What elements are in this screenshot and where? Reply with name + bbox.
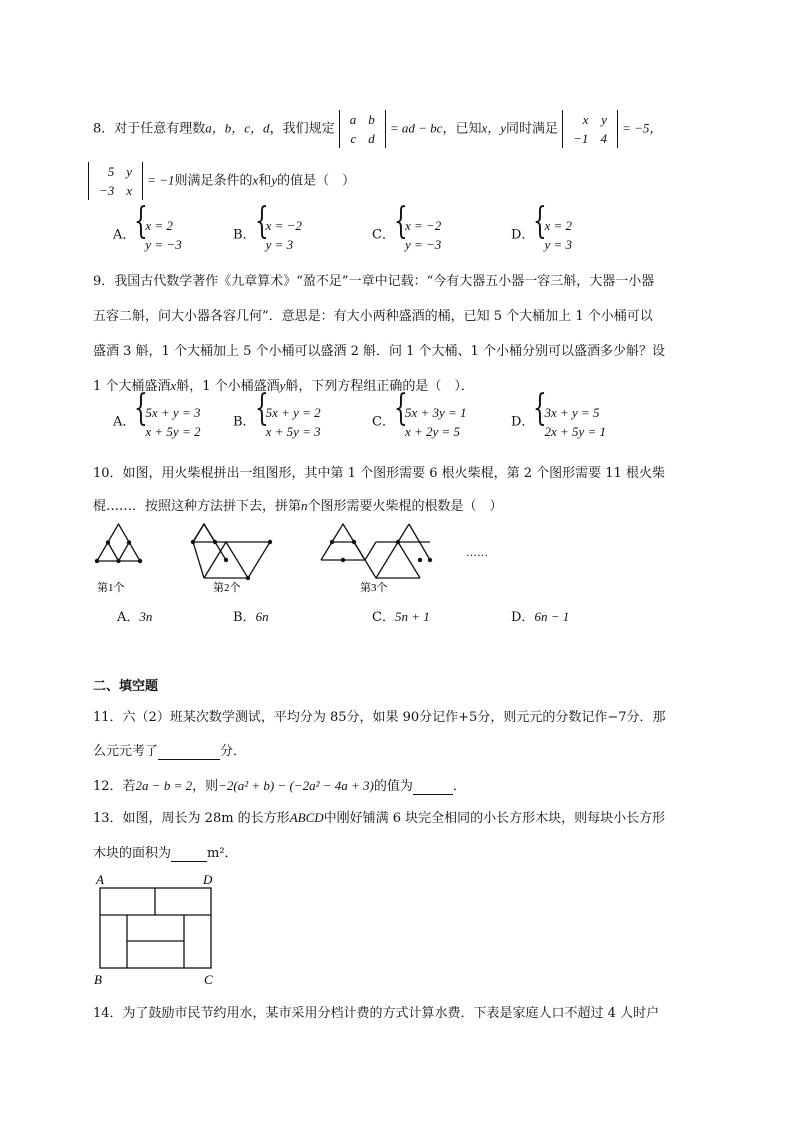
- q8-line2: 5 y −3 x = −1则满足条件的x和y的值是（ ）: [88, 162, 355, 200]
- q12-answer-blank[interactable]: [413, 779, 453, 795]
- q10-line2: 棍……．按照这种方法拼下去，拼第n个图形需要火柴棍的根数是（ ）: [93, 498, 503, 514]
- q9-line4: 1 个大桶盛酒x斛，1 个小桶盛酒y斛，下列方程组正确的是（ ）．: [93, 378, 474, 394]
- q10-option-d[interactable]: D．6n − 1: [511, 609, 570, 625]
- q9-line3: 盛酒 3 斛，1 个大桶加上 5 个小桶可以盛酒 2 斛．问 1 个大桶、1 个小桶分别可以盛酒多少斛？设: [93, 344, 665, 359]
- section-fill-in-blank: 二、填空题: [93, 679, 159, 694]
- q10-option-a[interactable]: A．3n: [117, 609, 153, 625]
- corner-d: D: [203, 872, 213, 887]
- figure-3-label: 第3个: [360, 582, 388, 594]
- q9-option-c[interactable]: C．{ 5x + 3y = 1 x + 2y = 5: [372, 403, 467, 441]
- q8-option-a[interactable]: A．{ x = 2 y = −3: [113, 216, 182, 254]
- q13-answer-blank[interactable]: [171, 846, 207, 862]
- q8-det2: 5 y −3 x: [88, 162, 143, 200]
- q13-line2: 木块的面积为 m²．: [93, 846, 238, 861]
- q8-vars: a，b，c，d: [205, 120, 270, 136]
- q14-line1: 14．为了鼓励市民节约用水，某市采用分档计费的方式计算水费．下表是家庭人口不超过 4 人时户: [93, 1006, 660, 1021]
- figure-1-label: 第1个: [97, 582, 125, 594]
- q9-option-d[interactable]: D．{ 3x + y = 5 2x + 5y = 1: [511, 403, 606, 441]
- q12-line: 12．若2a − b = 2，则−2(a² + b) − (−2a² − 4a + 3)的值为 ．: [93, 778, 466, 794]
- q11-line1: 11．六（2）班某次数学测试，平均分为 85分，如果 90分记作+5分，则元元的分数记作−7分．那: [93, 710, 666, 725]
- q9-line1: 9．我国古代数学著作《九章算术》“盈不足”一章中记载：“今有大器五小器一容三斛，大器一小器: [93, 274, 655, 289]
- q9-option-b[interactable]: B．{ 5x + y = 2 x + 5y = 3: [233, 403, 321, 441]
- q11-answer-blank[interactable]: [158, 744, 220, 760]
- q8-option-d[interactable]: D．{ x = 2 y = 3: [511, 216, 572, 254]
- q8-def-determinant: a b c d: [339, 110, 386, 148]
- q8-def-rhs: = ad − bc: [389, 120, 443, 136]
- q8-option-b[interactable]: B．{ x = −2 y = 3: [233, 216, 302, 254]
- figure-2-label: 第2个: [213, 582, 241, 594]
- corner-c: C: [204, 972, 213, 987]
- q13-line1: 13．如图，周长为 28m 的长方形ABCD中刚好铺满 6 块完全相同的小长方形木块，则每块小长方形: [93, 810, 666, 826]
- q8-det1: x y −1 4: [562, 110, 618, 148]
- rectangle-abcd-diagram: [90, 870, 250, 990]
- q8-line1: 8．对于任意有理数a，b，c，d，我们规定 a b c d = ad − bc，已知x，y同时满足 x y −1 4 = −5，: [93, 112, 663, 146]
- corner-a: A: [96, 872, 104, 887]
- q11-line2: 么元元考了 分．: [93, 744, 247, 759]
- q10-line1: 10．如图，用火柴棍拼出一组图形，其中第 1 个图形需要 6 根火柴棍，第 2 个图形需要 11 根火柴: [93, 466, 665, 481]
- q10-option-b[interactable]: B．6n: [233, 609, 269, 625]
- matchstick-figures: [0, 518, 793, 618]
- q8-option-c[interactable]: C．{ x = −2 y = −3: [372, 216, 441, 254]
- q10-option-c[interactable]: C．5n + 1: [372, 609, 430, 625]
- q9-line2: 五容二斛，问大小器各容几何”．意思是：有大小两种盛酒的桶，已知 5 个大桶加上 1 个小桶可以: [93, 309, 653, 324]
- figure-ellipsis: ……: [466, 547, 488, 559]
- q9-option-a[interactable]: A．{ 5x + y = 3 x + 5y = 2: [113, 403, 200, 441]
- corner-b: B: [94, 972, 102, 987]
